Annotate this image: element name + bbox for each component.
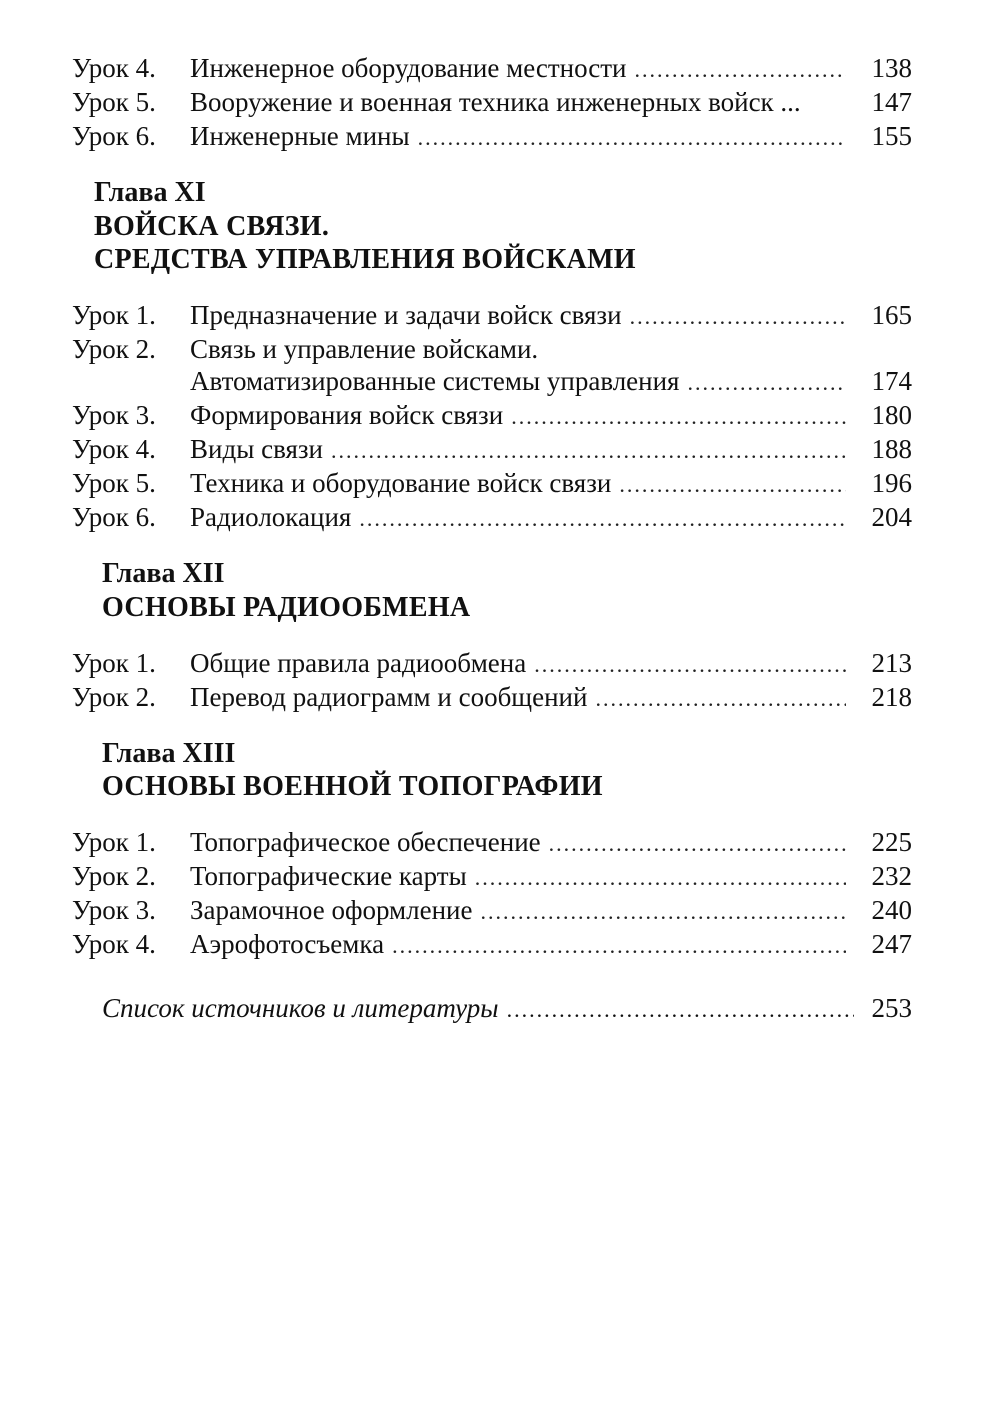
lesson-number: Урок 3. xyxy=(72,400,156,430)
lesson-number: Урок 3. xyxy=(72,895,156,925)
page-number: 180 xyxy=(871,400,912,430)
page-number: 204 xyxy=(871,502,912,532)
lesson-number: Урок 5. xyxy=(72,468,156,498)
toc-entry xyxy=(72,679,912,715)
lesson-title: Предназначение и задачи войск связи xyxy=(190,300,622,330)
toc-entry xyxy=(72,499,912,535)
dot-leader xyxy=(687,365,846,401)
toc-entry xyxy=(72,431,912,467)
chapter-label: Глава XIII xyxy=(102,738,236,769)
lesson-number: Урок 4. xyxy=(72,53,156,83)
dot-leader xyxy=(481,894,847,930)
page-number: 147 xyxy=(871,87,912,117)
chapter-label: Глава XI xyxy=(94,177,206,208)
toc-entry xyxy=(72,363,912,399)
lesson-number: Урок 6. xyxy=(72,121,156,151)
lesson-number: Урок 6. xyxy=(72,502,156,532)
dot-leader xyxy=(595,681,846,717)
lesson-title: Инженерные мины xyxy=(190,121,410,151)
lesson-title: Техника и оборудование войск связи xyxy=(190,468,612,498)
lesson-title: Топографические карты xyxy=(190,861,467,891)
lesson-number: Урок 1. xyxy=(72,827,156,857)
page-number: 165 xyxy=(871,300,912,330)
lesson-title: Зарамочное оформление xyxy=(190,895,473,925)
lesson-number: Урок 2. xyxy=(72,682,156,712)
lesson-title: Радиолокация xyxy=(190,502,352,532)
toc-entry xyxy=(72,645,912,681)
page-number: 196 xyxy=(871,468,912,498)
lesson-number: Урок 2. xyxy=(72,861,156,891)
lesson-title: Аэрофотосъемка xyxy=(190,929,385,959)
references-title: Список источников и литературы xyxy=(102,993,499,1023)
page-number: 138 xyxy=(871,53,912,83)
toc-entry xyxy=(72,858,912,894)
page-number: 225 xyxy=(871,827,912,857)
dot-leader xyxy=(549,826,846,862)
lesson-number: Урок 2. xyxy=(72,334,156,364)
page-number: 188 xyxy=(871,434,912,464)
page-number: 253 xyxy=(871,993,912,1023)
references-entry xyxy=(102,990,912,1026)
toc-entry xyxy=(72,926,912,962)
page-number: 240 xyxy=(871,895,912,925)
lesson-title: Перевод радиограмм и сообщений xyxy=(190,682,588,712)
dot-leader xyxy=(630,299,846,335)
dot-leader xyxy=(359,501,846,537)
lesson-number: Урок 4. xyxy=(72,929,156,959)
toc-entry xyxy=(72,118,912,154)
dot-leader xyxy=(619,467,846,503)
dot-leader xyxy=(534,647,846,683)
chapter-label: Глава XII xyxy=(102,558,225,589)
chapter-title: ОСНОВЫ ВОЕННОЙ ТОПОГРАФИИ xyxy=(102,771,603,802)
dot-leader xyxy=(634,52,846,88)
lesson-title: Формирования войск связи xyxy=(190,400,504,430)
page-number: 232 xyxy=(871,861,912,891)
lesson-number: Урок 5. xyxy=(72,87,156,117)
lesson-title: Связь и управление войсками. xyxy=(190,334,539,364)
dot-leader xyxy=(331,433,846,469)
page-number: 247 xyxy=(871,929,912,959)
toc-entry xyxy=(72,397,912,433)
toc-entry xyxy=(72,892,912,928)
lesson-title: Виды связи xyxy=(190,434,323,464)
page-number: 218 xyxy=(871,682,912,712)
page-number: 174 xyxy=(871,366,912,396)
chapter-title: ВОЙСКА СВЯЗИ. xyxy=(94,211,330,242)
lesson-title: Автоматизированные системы управления xyxy=(190,366,680,396)
toc-entry xyxy=(72,50,912,86)
chapter-title: ОСНОВЫ РАДИООБМЕНА xyxy=(102,592,471,623)
lesson-title: Общие правила радиообмена xyxy=(190,648,527,678)
toc-entry xyxy=(72,331,912,367)
lesson-number: Урок 1. xyxy=(72,300,156,330)
toc-entry xyxy=(72,84,912,120)
lesson-number: Урок 1. xyxy=(72,648,156,678)
page-number: 213 xyxy=(871,648,912,678)
chapter-title: СРЕДСТВА УПРАВЛЕНИЯ ВОЙСКАМИ xyxy=(94,244,636,275)
dot-leader xyxy=(511,399,846,435)
toc-entry xyxy=(72,297,912,333)
lesson-title: Инженерное оборудование местности xyxy=(190,53,627,83)
dot-leader xyxy=(475,860,846,896)
dot-leader xyxy=(392,928,846,964)
lesson-number: Урок 4. xyxy=(72,434,156,464)
dot-leader xyxy=(507,992,854,1028)
toc-entry xyxy=(72,824,912,860)
dot-leader xyxy=(418,120,846,156)
page-number: 155 xyxy=(871,121,912,151)
toc-entry xyxy=(72,465,912,501)
lesson-title: Вооружение и военная техника инженерных войск ... xyxy=(190,87,801,117)
lesson-title: Топографическое обеспечение xyxy=(190,827,541,857)
